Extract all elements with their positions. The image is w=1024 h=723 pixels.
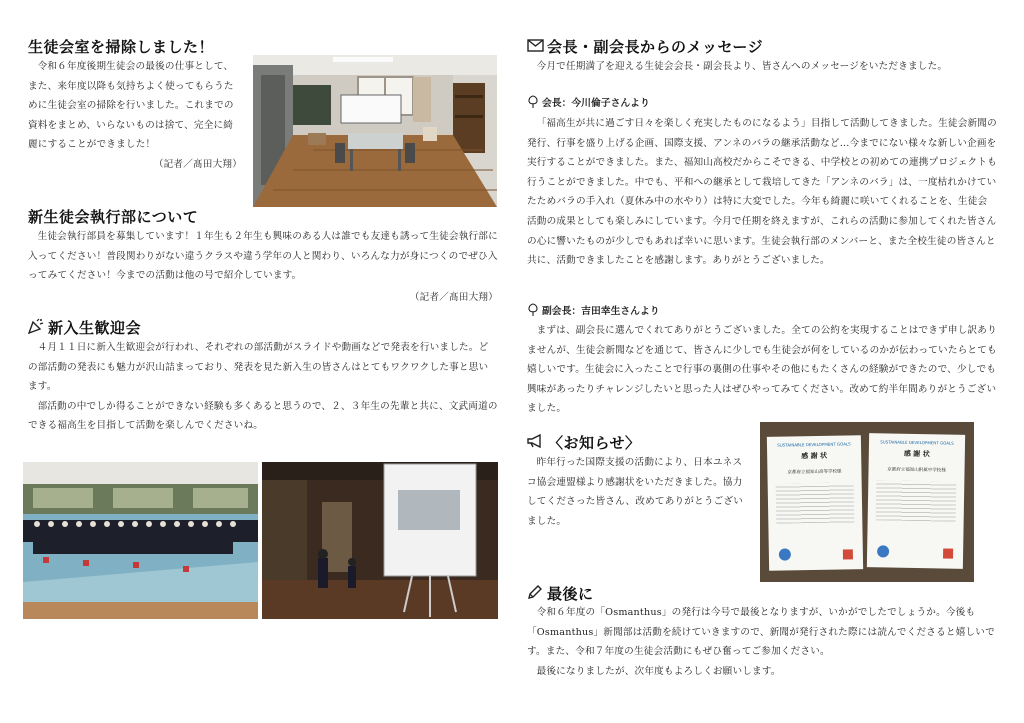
clean-body: 令和６年度後期生徒会の最後の仕事として、また、来年度以降も気持ちよく使ってもらうために生徒会室の掃除を行いました。これまでの資料をまとめ、いらないものは捨て、完全に綺麗にすることができました！ <box>28 61 234 151</box>
certificate-heading: 感 謝 状 <box>801 450 828 461</box>
welcome-body-block <box>28 338 498 436</box>
certificate-photo <box>760 422 974 582</box>
message-heading <box>527 36 763 57</box>
certificate-heading: 感 謝 状 <box>903 448 930 459</box>
council-room-photo <box>253 55 497 207</box>
welcome-p2: 部活動の中でしか得ることができない経験も多くあると思うので、２、３年生の先輩と共に、文武両道のできる福高生を目指して活動を楽しんでくださいね。 <box>28 400 498 432</box>
clean-title: 生徒会室を掃除しました！ <box>28 38 215 56</box>
vice-body-block <box>527 321 997 419</box>
certificate-school: 京都府立福知山高等学校様 <box>787 469 842 476</box>
stage-presentation-illustration <box>262 462 498 619</box>
rose-icon <box>527 302 539 321</box>
clean-body-block <box>28 57 242 175</box>
vice-heading-row <box>527 302 660 321</box>
welcome-stage-photo <box>262 462 498 619</box>
vice-heading: 副会長：吉田幸生さんより <box>542 305 660 317</box>
last-title: 最後に <box>547 585 594 603</box>
welcome-title: 新入生歓迎会 <box>48 319 142 337</box>
notice-body-block <box>527 453 749 531</box>
welcome-audience-photo <box>23 462 258 619</box>
certificate-right <box>867 433 965 569</box>
president-heading-row <box>527 94 650 113</box>
president-body: 「福高生が共に過ごす日々を楽しく充実したものになるよう」目指して活動してきました。生徒会新聞の発行、行事を盛り上げる企画、国際支援、アンネのバラの継承活動など…今までにない様々な新しい企画を実行することができました。また、福知山高校だからこそできる、中学校との初めての連携プロジェクトも行うことができました。中でも、平和への継承として栽培してきた「アンネのバラ」は、一度枯れかけていたためバラの手入れ（夏休み中の水やり）は特に大変でした。今年も綺麗に咲いてくれることを、生徒会活動の成果としても楽しみにしています。今月で任期を終えますが、これらの活動に参加してくれた皆さんの心に響いたものが少しでもあれば幸いに思います。生徒会執行部のメンバーと、また全校生徒の皆さんと共に、活動できましたことを感謝します。ありがとうございました。 <box>527 118 997 267</box>
vice-body: まずは、副会長に選んでくれてありがとうございました。全ての公約を実現することはできず申し訳ありませんが、生徒会新聞などを通じて、皆さんに少しでも生徒会が何をしているのかが伝わっていたらとても嬉しいです。生徒会に入ったことで行事の裏側の仕事やその他にもたくさんの経験ができたので、少しでも興味があったりチャレンジしたいと思った人はぜひやってみてください。改めて約半年間ありがとうございました。 <box>527 325 997 415</box>
last-body-block <box>527 603 997 681</box>
pencil-icon <box>527 584 543 604</box>
exec-author: （記者／髙田大翔） <box>409 291 498 303</box>
last-heading <box>527 583 594 604</box>
exec-body-block <box>28 227 498 307</box>
certificate-school: 京都府立福知山附属中学校様 <box>887 467 946 474</box>
president-body-block <box>527 114 997 271</box>
last-body: 令和６年度の「Osmanthus」の発行は今号で最後となりますが、いかがでしたでしょうか。今後も「Osmanthus」新聞部は活動を続けていきますので、新聞が発行された際には読んでくださると嬉しいです。また、令和７年度の生徒会活動にもぜひ奮ってご参加ください。 <box>527 607 995 658</box>
last-closing: 最後になりましたが、次年度もよろしくお願いします。 <box>536 665 781 677</box>
notice-body: 昨年行った国際支援の活動により、日本ユネスコ協会連盟様より感謝状をいただきました。協力してくださった皆さん、改めてありがとうございました。 <box>527 457 744 527</box>
certificate-seal-icon <box>877 545 889 557</box>
party-popper-icon <box>28 318 44 338</box>
council-room-illustration <box>253 55 497 207</box>
certificate-brand: SUSTAINABLE DEVELOPMENT GOALS <box>880 439 954 446</box>
certificate-stamp-icon <box>943 548 953 558</box>
president-heading: 会長：今川倫子さんより <box>542 97 650 109</box>
certificate-brand: SUSTAINABLE DEVELOPMENT GOALS <box>777 441 851 448</box>
message-title: 会長・副会長からのメッセージ <box>547 38 764 56</box>
rose-icon <box>527 94 539 113</box>
message-intro: 今月で任期満了を迎える生徒会会長・副会長より、皆さんへのメッセージをいただきました。 <box>536 61 948 72</box>
message-intro-block <box>527 57 997 77</box>
megaphone-icon <box>527 433 544 452</box>
exec-title: 新生徒会執行部について <box>28 208 199 226</box>
envelope-icon <box>527 37 544 56</box>
gym-audience-illustration <box>23 462 258 619</box>
certificate-stamp-icon <box>843 549 853 559</box>
certificate-seal-icon <box>779 548 791 560</box>
welcome-heading <box>28 317 141 338</box>
welcome-p1: ４月１１日に新入生歓迎会が行われ、それぞれの部活動がスライドや動画などで発表を行いました。どの部活動の発表にも魅力が沢山詰まっており、発表を見た新入生の皆さんはとてもワクワクした事と思います。 <box>28 342 489 393</box>
certificate-left <box>767 435 863 571</box>
exec-body: 生徒会執行部員を募集しています！１年生も２年生も興味のある人は誰でも友達も誘って生徒会執行部に入ってください！普段関わりがない違うクラスや違う学年の人と関わり、いろんな力が身につくのでぜひ入ってみてください！今までの活動は他の号で紹介しています。 <box>28 231 498 282</box>
clean-author: （記者／髙田大翔） <box>153 158 242 170</box>
notice-title: 〈お知らせ〉 <box>548 434 641 452</box>
notice-heading <box>527 432 641 453</box>
